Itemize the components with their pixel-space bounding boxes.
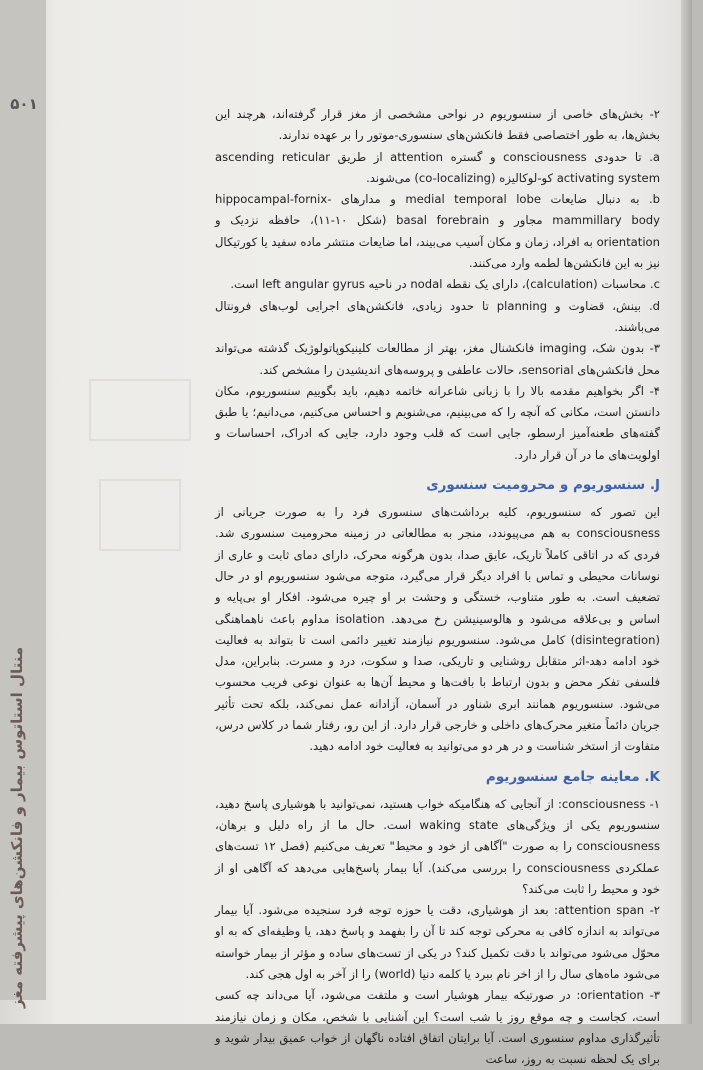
- page-number: ۵۰۱: [10, 95, 38, 113]
- section-heading: J. سنسوریوم و محرومیت سنسوری: [426, 477, 660, 494]
- paragraph: d. بینش، قضاوت و planning تا حدود زیادی، فانکشن‌های اجرایی لوب‌های فرونتال می‌باشند.: [215, 298, 660, 334]
- faint-figure-watermark: [70, 360, 210, 580]
- paragraph: b. به دنبال ضایعات medial temporal lobe و مدارهای hippocampal-fornix-mammillary body مجاور و basal forebrain (شکل ۱۰-۱۱)، حافظه نزدیک و orientation به افراد، زمان و مکان آسیب می‌بیند، اما ضایعات منتشر ماده سفید یا کورتیکال نیز به این فانکشن‌ها لطمه وارد می‌کنند.: [215, 192, 661, 271]
- paragraph: ۴- اگر بخواهیم مقدمه بالا را با زبانی شاعرانه خاتمه دهیم، باید بگوییم سنسوریوم، مکان دانستن است، مکانی که آنچه را که می‌بینیم، می‌شنویم و احساس می‌کنیم، می‌دانیم؛ یا طبق گفته‌های طعنه‌آمیز ارسطو، جایی است که قلب وجود دارد، جایی که ادراک، احساسات و اولویت‌های ما در آن قرار دارد.: [215, 383, 660, 462]
- paragraph: ۳- بدون شک، imaging فانکشنال مغز، بهتر از مطالعات کلینیکوپاتولوژیک گذشته می‌تواند محل فانکشن‌های sensorial، حالات عاطفی و پروسه‌های اندیشیدن را مشخص کند.: [215, 341, 660, 377]
- paragraph: ۲- attention span: بعد از هوشیاری، دقت یا حوزه توجه فرد سنجیده می‌شود. آیا بیمار می‌تواند به اندازه کافی به محرکی توجه کند تا آن را بفهمد و پاسخ دهد، یا وظیفه‌ای که به او محوّل می‌شود می‌تواند با دقت تکمیل کند؟ در یکی از تست‌های ساده و مؤثر از بیمار خواسته می‌شود ماه‌های سال را از اخر نام ببرد یا کلمه دنیا (world) را از آخر به اول هجی کند.: [215, 903, 660, 981]
- chapter-side-title: منتال استاتوس بیمار و فانکشن‌های پیشرفته مغز: [8, 646, 26, 1008]
- page-body-text: [215, 104, 660, 1070]
- page-edge-shadow: [681, 0, 692, 1024]
- paragraph: این تصور که سنسوریوم، کلیه برداشت‌های سنسوری فرد را به صورت جریانی از consciousness به هم می‌پیوندد، منجر به مطالعاتی در زمینه محرومیت سنسوری شد. فردی که در اتاقی کاملاً تاریک، عایق صدا، بدون هرگونه محرک، دارای دمای ثابت و عاری از نوسانات محیطی و تماس با افراد دیگر قرار می‌گیرد، متوجه می‌شود سنسوریوم او در حال تضعیف است. به طور متناوب، خستگی و وحشت بر او چیره می‌شود. افکار او بی‌پایه و اساس و بی‌علاقه می‌شود و هالوسینیشن رخ می‌دهد. isolation مداوم باعث ناهماهنگی (disintegration) کامل می‌شود. سنسوریوم نیازمند تغییر دائمی است تا بتواند به فعالیت خود ادامه دهد-اثر متقابل روشنایی و تاریکی، صدا و سکوت، درد و مسرت. بنابراین، مدل فلسفی تفکر محض و بدون ارتباط با بافت‌ها و محیط آن‌ها به عنوان نوعی فریب محسوب می‌شود. سنسوریوم همانند ابری شناور در آسمان، آزادانه عمل نمی‌کند، بلکه تحت تأثیر جریان دائماً متغیر محرک‌های داخلی و خارجی قرار دارد. از این رو، رفتار شما در کلاس درس، متفاوت از استخر شناست و در هر دو می‌توانید به فعالیت خود ادامه دهید.: [215, 505, 660, 754]
- paragraph: a. تا حدودی consciousness و گستره attention از طریق ascending reticular activating system کو-لوکالیزه (co-localizing) می‌شوند.: [215, 149, 661, 185]
- paragraph: c. محاسبات (calculation)، دارای یک نقطه nodal در ناحیه left angular gyrus است.: [230, 277, 660, 292]
- paragraph: ۱- consciousness: از آنجایی که هنگامیکه خواب هستید، نمی‌توانید با هوشیاری پاسخ دهید، سنسوریوم یکی از ویژگی‌های waking state است. حال ما از راه دلیل و برهان، consciousness را به صورت "آگاهی از خود و محیط" تعریف می‌کنیم (فصل ۱۲ تست‌های عملکردی consciousness را بررسی می‌کند). آیا بیمار پاسخ‌هایی می‌دهد که آگاهی او از خود و محیط را ثابت می‌کند؟: [215, 796, 661, 896]
- section-heading: K. معاینه جامع سنسوریوم: [485, 768, 660, 785]
- paragraph: ۲- بخش‌های خاصی از سنسوریوم در نواحی مشخصی از مغز قرار گرفته‌اند، هرچند این بخش‌ها، به طور اختصاصی فقط فانکشن‌های سنسوری-موتور را بر عهده ندارند.: [215, 107, 660, 143]
- chapter-side-strip: [0, 0, 46, 1008]
- paragraph: ۳- orientation: در صورتیکه بیمار هوشیار است و ملتفت می‌شود، آیا می‌داند چه کسی است، کجاست و چه موقع روز یا شب است؟ این آشنایی با شخص، مکان و زمان نیازمند تأثیرگذاری مداوم سنسوری است. آیا برایتان اتفاق افتاده ناگهان از خواب عمیق بیدار شوید و برای یک لحظه نسبت به روز، ساعت: [215, 988, 660, 1067]
